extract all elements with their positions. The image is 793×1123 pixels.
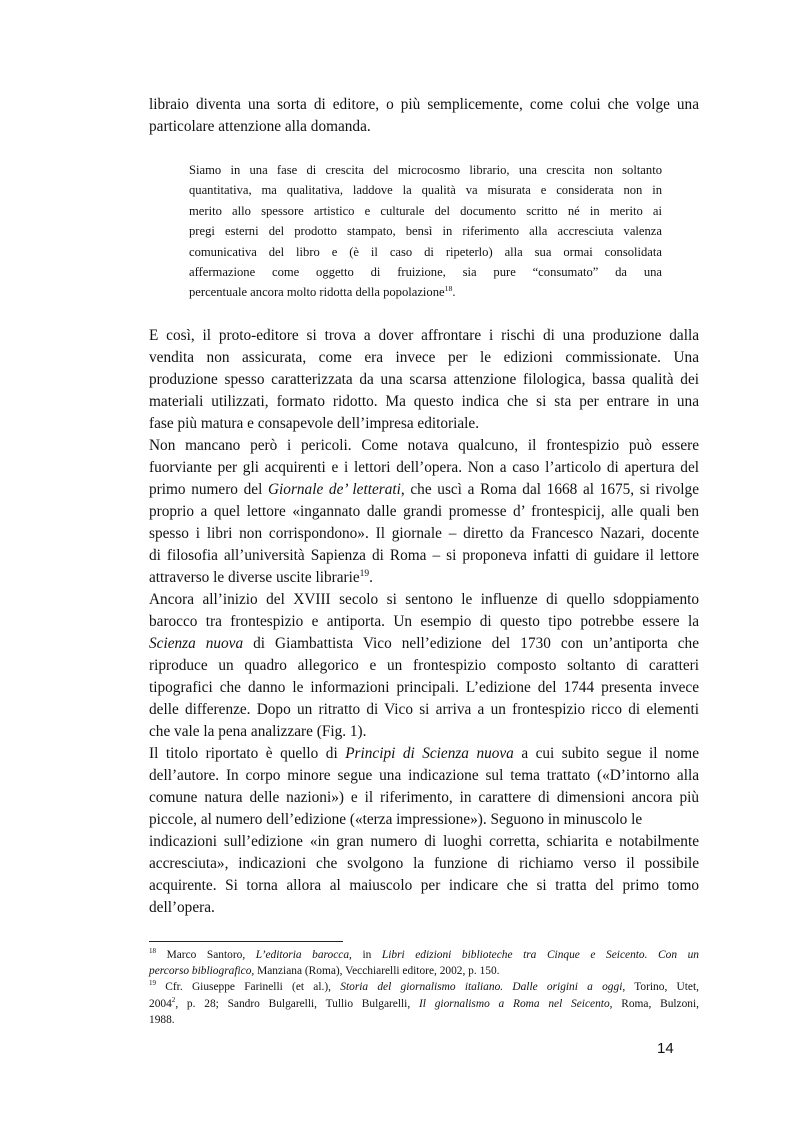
book-title: Principi di Scienza nuova — [345, 745, 514, 762]
footnote-divider — [149, 941, 343, 942]
journal-title: Giornale de’ letterati — [268, 481, 401, 498]
body-line: Ancora all’inizio del XVIII secolo si sentono le influenze di quello sdoppiamento — [149, 591, 699, 608]
quote-line: Siamo in una fase di crescita del microcosmo librario, una crescita non soltanto — [189, 163, 662, 177]
body-line: E così, il proto-editore si trova a dover affrontare i rischi di una produzione dalla — [149, 327, 699, 344]
body-line: barocco tra frontespizio e antiporta. Un esempio di questo tipo potrebbe essere la — [149, 613, 699, 630]
footnote-19-cont: 1988. — [149, 1014, 175, 1026]
body-line: libraio diventa una sorta di editore, o più semplicemente, come colui che volge una — [149, 96, 699, 113]
body-line: Il titolo riportato è quello di Principi di Scienza nuova a cui subito segue il nome — [149, 745, 699, 762]
body-line: attraverso le diverse uscite librarie$^{19}$. — [149, 568, 373, 586]
body-line: particolare attenzione alla domanda. — [149, 118, 371, 135]
body-line: primo numero del Giornale de’ letterati, che uscì a Roma dal 1668 al 1675, si rivolge — [149, 481, 699, 498]
footnote-ref[interactable]: 18 — [444, 283, 453, 293]
quote-line: affermazione come oggetto di fruizione, sia pure “consumato” da una — [189, 265, 662, 279]
body-line: produzione spesso caratterizzata da una scarsa attenzione filologica, bassa qualità dei — [149, 371, 699, 388]
body-line: dell’autore. In corpo minore segue una indicazione sul tema trattato («D’intorno alla — [149, 767, 699, 784]
quote-line: pregi esterni del prodotto stampato, bensì in riferimento alla accresciuta valenza — [189, 224, 662, 238]
body-line: che vale la pena analizzare (Fig. 1). — [149, 723, 367, 740]
footnote-19-cont: 2004$^2$, p. 28; Sandro Bulgarelli, Tullio Bulgarelli, Il giornalismo a Roma nel Seicento, Roma, Bulzoni, — [149, 997, 699, 1010]
footnote-19: $^{19}$ Cfr. Giuseppe Farinelli (et al.), Storia del giornalismo italiano. Dalle origini a oggi, Torino, Utet, — [149, 980, 699, 993]
body-line: fuorviante per gli acquirenti e i lettori dell’opera. Non a caso l’articolo di apertura del — [149, 459, 699, 476]
page-number: 14 — [657, 1040, 674, 1057]
body-line: Scienza nuova di Giambattista Vico nell’edizione del 1730 con un’antiporta che — [149, 635, 699, 652]
body-line: tipografici che danno le informazioni principali. L’edizione del 1744 presenta invece — [149, 679, 699, 696]
body-line: fase più matura e consapevole dell’impresa editoriale. — [149, 415, 480, 432]
body-line: comune natura delle nazioni») e il riferimento, in carattere di dimensioni ancora più — [149, 789, 699, 806]
footnote-ref[interactable]: 19 — [359, 568, 370, 579]
book-title: Scienza nuova — [149, 635, 244, 652]
body-line: Non mancano però i pericoli. Come notava qualcuno, il frontespizio può essere — [149, 437, 699, 454]
body-line: dell’opera. — [149, 899, 215, 916]
body-line: indicazioni sull’edizione «in gran numero di luoghi corretta, schiarita e notabilmente — [149, 833, 699, 850]
body-line: spesso i libri non corrispondono». Il giornale – diretto da Francesco Nazari, docente — [149, 525, 699, 542]
quote-line: merito allo spessore artistico e culturale del documento scritto né in merito ai — [189, 204, 662, 218]
body-line: vendita non assicurata, come era invece per le edizioni commissionate. Una — [149, 349, 699, 366]
body-line: di filosofia all’università Sapienza di Roma – si proponeva infatti di guidare il lettore — [149, 547, 699, 564]
quote-line: quantitativa, ma qualitativa, laddove la qualità va misurata e considerata non in — [189, 183, 662, 197]
footnote-18: $^{18}$ Marco Santoro, L’editoria barocca, in Libri edizioni biblioteche tra Cinque e Seicento. Con un — [149, 948, 699, 961]
quote-line: percentuale ancora molto ridotta della popolazione$^{18}$. — [189, 283, 456, 299]
body-line: delle differenze. Dopo un ritratto di Vico si arriva a un frontespizio ricco di elementi — [149, 701, 699, 718]
body-line: riproduce un quadro allegorico e un frontespizio composto soltanto di caratteri — [149, 657, 699, 674]
body-line: accresciuta», indicazioni che svolgono la funzione di richiamo verso il possibile — [149, 855, 699, 872]
body-line: piccole, al numero dell’edizione («terza impressione»). Seguono in minuscolo le — [149, 811, 643, 828]
quote-line: comunicativa del libro e (è il caso di ripeterlo) alla sua ormai consolidata — [189, 245, 662, 259]
body-line: acquirente. Si torna allora al maiuscolo per indicare che si tratta del primo tomo — [149, 877, 699, 894]
body-line: proprio a quel lettore «ingannato dalle grandi promesse d’ frontespicij, alle quali ben — [149, 503, 699, 520]
body-line: materiali utilizzati, formato ridotto. Ma questo indica che si sta per entrare in una — [149, 393, 699, 410]
footnote-18-cont: percorso bibliografico, Manziana (Roma), Vecchiarelli editore, 2002, p. 150. — [149, 965, 500, 977]
